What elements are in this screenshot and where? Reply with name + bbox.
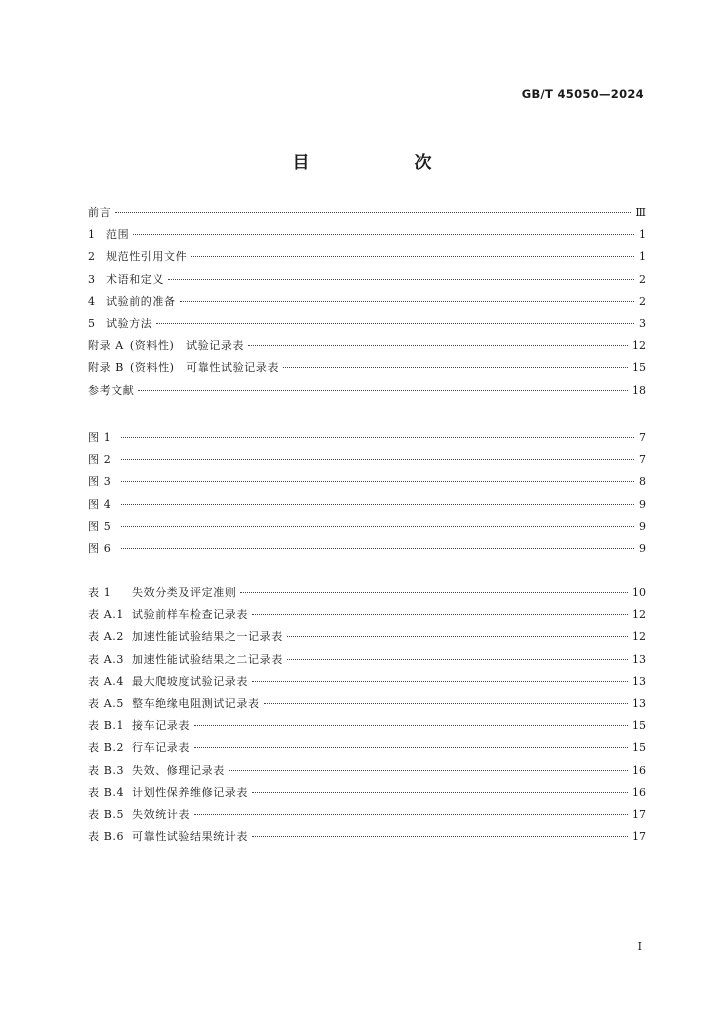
toc-leader-dots [156, 322, 634, 324]
toc-entry[interactable] [88, 473, 646, 495]
toc-entry-title: 加速性能试验结果之一记录表 [132, 630, 283, 644]
toc-leader-dots [121, 525, 634, 527]
toc-entry-page: 17 [632, 830, 646, 844]
toc-entry-label [88, 584, 236, 600]
toc-entry-title: 加速性能试验结果之二记录表 [132, 652, 283, 666]
toc-leader-dots [287, 635, 628, 637]
toc-leader-dots [252, 680, 628, 682]
toc-entry-label [88, 784, 248, 800]
toc-entry-title: 计划性保养维修记录表 [132, 785, 248, 799]
toc-entry-page: 2 [639, 294, 646, 308]
toc-entry[interactable] [88, 429, 646, 451]
toc-entry-label [88, 717, 190, 733]
toc-leader-dots [194, 724, 628, 726]
toc-leader-dots [240, 591, 628, 593]
toc-leader-dots [283, 366, 628, 368]
toc-entry[interactable] [88, 540, 646, 562]
toc-entry-title: 范围 [106, 228, 130, 242]
toc-entry[interactable] [88, 606, 646, 628]
toc-entry-title: 失效分类及评定准则 [132, 586, 237, 599]
toc-leader-dots [252, 791, 628, 793]
toc-entry-label [88, 651, 283, 667]
toc-entry-number: 图 2 [88, 453, 112, 467]
toc-entry[interactable] [88, 518, 646, 540]
toc-entry-label [88, 226, 129, 242]
toc-entry-title: 可靠性试验结果统计表 [132, 830, 248, 844]
toc-entry-page: 3 [639, 316, 646, 330]
toc-entry-number: 表 B.6 [88, 830, 125, 844]
toc-entry-page: 10 [632, 586, 646, 599]
toc-entry-number: 3 [88, 272, 96, 286]
toc-entry-page: 15 [632, 361, 646, 375]
toc-entry-page: 7 [639, 431, 646, 444]
toc-entry-label [88, 518, 117, 534]
toc-entry[interactable] [88, 337, 646, 359]
toc-entry-label [88, 473, 117, 489]
toc-entry-number: 图 5 [88, 519, 112, 533]
toc-leader-dots [121, 503, 634, 505]
toc-entry-title: 行车记录表 [132, 741, 190, 755]
toc-entry[interactable] [88, 496, 646, 518]
toc-leader-dots [191, 255, 634, 257]
toc-entry-label [88, 248, 187, 264]
toc-entry-label [88, 540, 117, 556]
toc-entry-label [88, 628, 283, 644]
toc-entry[interactable] [88, 806, 646, 828]
toc-entry[interactable] [88, 784, 646, 806]
toc-entry[interactable] [88, 248, 646, 270]
toc-entry-label [88, 606, 248, 622]
toc-tables-section [88, 584, 646, 850]
toc-entry[interactable] [88, 451, 646, 473]
toc-entry[interactable] [88, 695, 646, 717]
page-number: I [637, 940, 642, 953]
toc-leader-dots [194, 813, 628, 815]
toc-entry[interactable] [88, 315, 646, 337]
toc-entry-page: 8 [639, 475, 646, 489]
toc-entry-page: 9 [639, 519, 646, 533]
toc-entry-page: 9 [639, 497, 646, 511]
toc-entry-number: 图 4 [88, 497, 112, 511]
toc-entry-number: 表 B.2 [88, 741, 125, 755]
toc-leader-dots [115, 211, 631, 213]
toc-entry-page: 15 [632, 719, 646, 733]
toc-entry[interactable] [88, 673, 646, 695]
toc-leader-dots [121, 480, 634, 482]
toc-figures-section [88, 429, 646, 562]
toc-leader-dots [248, 344, 628, 346]
toc-entry-number: 附录 B [88, 361, 124, 375]
toc-leader-dots [133, 233, 634, 235]
toc-entry-page: 1 [639, 250, 646, 264]
toc-entry[interactable] [88, 382, 646, 404]
toc-leader-dots [252, 835, 628, 837]
toc-entry-label [88, 762, 225, 778]
toc-entry-page: 15 [632, 741, 646, 755]
toc-entry-label [88, 739, 190, 755]
toc-entry-label [88, 293, 176, 309]
toc-entry-page: 16 [632, 763, 646, 777]
toc-entry-title: 术语和定义 [106, 272, 164, 286]
toc-entry-page: 7 [639, 453, 646, 467]
toc-entry[interactable] [88, 271, 646, 293]
toc-entry-page: 17 [632, 807, 646, 821]
toc-leader-dots [194, 746, 628, 748]
toc-entry-number: 表 B.4 [88, 785, 125, 799]
toc-entry-title: 参考文献 [88, 383, 135, 397]
toc-entry-number: 1 [88, 228, 96, 242]
toc-entry[interactable] [88, 628, 646, 650]
toc-leader-dots [121, 458, 634, 460]
toc-entry[interactable] [88, 762, 646, 784]
toc-entry-label [88, 337, 244, 353]
toc-entry-title: 失效统计表 [132, 807, 190, 821]
toc-entry[interactable] [88, 226, 646, 248]
toc-entry-number: 4 [88, 294, 96, 308]
toc-entry-number: 图 3 [88, 475, 112, 489]
toc-entry-number: 表 1 [88, 586, 112, 599]
toc-entry-number: 表 A.2 [88, 630, 124, 644]
standard-number: GB/T 45050—2024 [521, 87, 644, 101]
toc-leader-dots [138, 389, 628, 391]
toc-entry[interactable] [88, 717, 646, 739]
toc-entry-number: 附录 A [88, 339, 124, 353]
toc-entry[interactable] [88, 828, 646, 850]
toc-entry[interactable] [88, 584, 646, 606]
toc-entry-page: 12 [632, 608, 646, 622]
toc-entry-label [88, 695, 260, 711]
toc-entry-page: 13 [632, 674, 646, 688]
toc-entry-number: 表 B.5 [88, 807, 125, 821]
toc-entry-label [88, 828, 248, 844]
toc-entry-title: (资料性) 可靠性试验记录表 [129, 361, 279, 375]
toc-entry-title: 整车绝缘电阻测试记录表 [132, 696, 260, 710]
toc-entry-number: 表 B.1 [88, 719, 125, 733]
toc-entry-title: 试验前的准备 [106, 294, 176, 308]
toc-entry-number: 2 [88, 250, 96, 264]
toc-entry-title: 前言 [88, 206, 112, 219]
toc-entry-label [88, 204, 111, 220]
toc-entry-number: 表 A.5 [88, 696, 124, 710]
toc-leader-dots [121, 547, 634, 549]
toc-entry[interactable] [88, 651, 646, 673]
toc-entry-number: 表 A.1 [88, 608, 124, 622]
toc-entry-number: 图 1 [88, 431, 112, 444]
toc-entry-label [88, 429, 117, 445]
toc-entry-number: 表 A.3 [88, 652, 124, 666]
toc-entry-page: 13 [632, 652, 646, 666]
toc-entry-page: 12 [632, 630, 646, 644]
toc-leader-dots [264, 702, 628, 704]
toc-entry-title: (资料性) 试验记录表 [129, 339, 245, 353]
toc-entry-title: 试验前样车检查记录表 [132, 608, 248, 622]
toc-entry-number: 5 [88, 316, 96, 330]
toc-leader-dots [180, 300, 634, 302]
toc-entry-label [88, 673, 248, 689]
toc-entry-page: 9 [639, 541, 646, 555]
toc-entry-number: 表 A.4 [88, 674, 124, 688]
toc-entry-label [88, 271, 164, 287]
toc-entry-number: 图 6 [88, 541, 112, 555]
toc-leader-dots [252, 613, 628, 615]
toc-entry-title: 规范性引用文件 [106, 250, 188, 264]
toc-entry[interactable] [88, 293, 646, 315]
toc-entry[interactable] [88, 204, 646, 226]
toc-entry-page: 2 [639, 272, 646, 286]
toc-entry[interactable] [88, 739, 646, 761]
toc-entry-page: Ⅲ [635, 206, 646, 219]
toc-entry-page: 12 [632, 339, 646, 353]
toc-entry-label [88, 382, 134, 398]
toc-entry-label [88, 496, 117, 512]
toc-leader-dots [229, 769, 628, 771]
toc-entry[interactable] [88, 359, 646, 381]
toc-entry-page: 13 [632, 696, 646, 710]
toc-leader-dots [121, 436, 634, 438]
toc-entry-title: 失效、修理记录表 [132, 763, 225, 777]
toc-leader-dots [168, 278, 634, 280]
toc-entry-label [88, 315, 152, 331]
toc-entry-label [88, 359, 279, 375]
toc-leader-dots [287, 658, 628, 660]
toc-main-section [88, 204, 646, 404]
toc-entry-title: 最大爬坡度试验记录表 [132, 674, 248, 688]
toc-entry-title: 接车记录表 [132, 719, 190, 733]
toc-entry-title: 试验方法 [106, 316, 153, 330]
toc-entry-label [88, 451, 117, 467]
toc-entry-page: 18 [632, 383, 646, 397]
toc-entry-number: 表 B.3 [88, 763, 125, 777]
toc-entry-page: 1 [639, 228, 646, 242]
toc-entry-page: 16 [632, 785, 646, 799]
toc-title: 目 次 [292, 153, 476, 173]
toc-entry-label [88, 806, 190, 822]
